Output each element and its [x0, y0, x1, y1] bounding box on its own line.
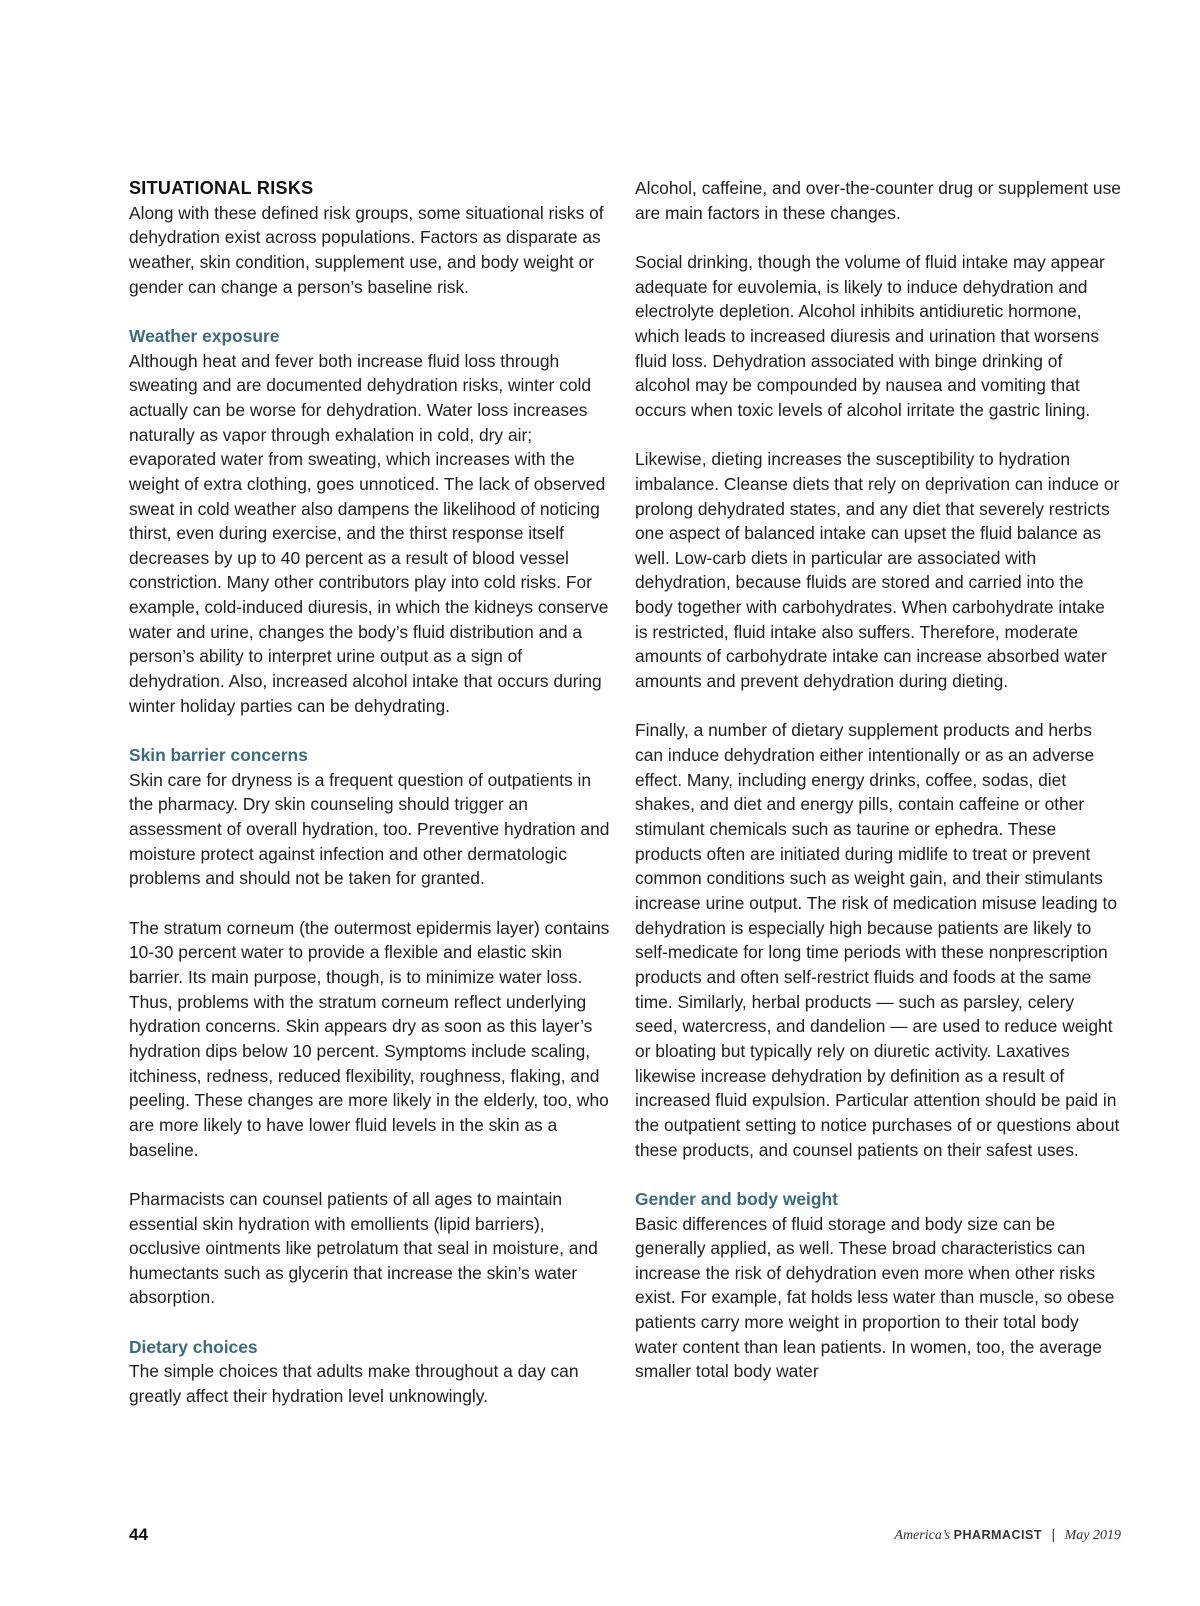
social-drinking-paragraph: Social drinking, though the volume of fluid intake may appear adequate for euvolemia, is likely to induce dehydration and electrolyte depletion. Alcohol inhibits antidiuretic hormone, which leads to increased diuresis and urination that worsens fluid loss. Dehydration associated with binge drinking of alcohol may be compounded by nausea and vomiting that occurs when toxic levels of alcohol irritate the gastric lining. — [635, 251, 1105, 420]
right-column — [635, 176, 1121, 1384]
footer-separator: | — [1051, 1526, 1056, 1542]
left-column — [129, 176, 611, 1409]
subheading-weather-exposure: Weather exposure — [129, 325, 280, 346]
dietary-paragraph: The simple choices that adults make throughout a day can greatly affect their hydration level unknowingly. — [129, 1361, 579, 1407]
section-heading-situational-risks: SITUATIONAL RISKS — [129, 178, 314, 198]
publication-prefix: America’s — [894, 1528, 951, 1543]
right-paragraph-1: Alcohol, caffeine, and over-the-counter drug or supplement use are main factors in these changes. — [635, 178, 1121, 223]
issue-date: May 2019 — [1064, 1528, 1121, 1543]
supplements-paragraph: Finally, a number of dietary supplement products and herbs can induce dehydration either intentionally or as an adverse effect. Many, including energy drinks, coffee, sodas, diet shakes, and diet and energy pills, contain caffeine or other stimulant chemicals such as taurine or ephedra. These products often are initiated during midlife to treat or prevent common conditions such as weight gain, and their stimulants increase urine output. The risk of medication misuse leading to dehydration is especially high because patients are likely to self-medicate for long time periods with these nonprescription products and often self-restrict fluids and foods at the same time. Similarly, herbal products — such as parsley, celery seed, watercress, and dandelion — are used to reduce weight or bloating but typically rely on diuretic activity. Laxatives likewise increase dehydration by definition as a result of increased fluid expulsion. Particular attention should be paid in the outpatient setting to notice purchases of or questions about these products, and counsel patients on their safest uses. — [635, 720, 1120, 1160]
skin-paragraph-2: The stratum corneum (the outermost epidermis layer) contains 10-30 percent water to provide a flexible and elastic skin barrier. Its main purpose, though, is to minimize water loss. Thus, problems with the stratum corneum reflect underlying hydration concerns. Skin appears dry as soon as this layer’s hydration dips below 10 percent. Symptoms include scaling, itchiness, redness, reduced flexibility, roughness, flaking, and peeling. These changes are more likely in the elderly, too, who are more likely to have lower fluid levels in the skin as a baseline. — [129, 917, 610, 1160]
publication-credit — [894, 1526, 1121, 1544]
weather-paragraph: Although heat and fever both increase fluid loss through sweating and are documented dehydration risks, winter cold actually can be worse for dehydration. Water loss increases naturally as vapor through exhalation in cold, dry air; evaporated water from sweating, which increases with the weight of extra clothing, goes unnoticed. The lack of observed sweat in cold weather also dampens the likelihood of noticing thirst, even during exercise, and the thirst response itself decreases by up to 40 percent as a result of blood vessel constriction. Many other contributors play into cold risks. For example, cold-induced diuresis, in which the kidneys conserve water and urine, changes the body’s fluid distribution and a person’s ability to interpret urine output as a sign of dehydration. Also, increased alcohol intake that occurs during winter holiday parties can be dehydrating. — [129, 350, 609, 716]
subheading-dietary-choices: Dietary choices — [129, 1336, 258, 1357]
dieting-paragraph: Likewise, dieting increases the susceptibility to hydration imbalance. Cleanse diets that rely on deprivation can induce or prolong dehydrated states, and any diet that severely restricts one aspect of balanced intake can upset the fluid balance as well. Low-carb diets in particular are associated with dehydration, because fluids are stored and carried into the body together with carbohydrates. When carbohydrate intake is restricted, fluid intake also suffers. Therefore, moderate amounts of carbohydrate intake can increase absorbed water amounts and prevent dehydration during dieting. — [635, 449, 1120, 692]
intro-paragraph: Along with these defined risk groups, some situational risks of dehydration exist across populations. Factors as disparate as weather, skin condition, supplement use, and body weight or gender can change a person’s baseline risk. — [129, 202, 604, 297]
gender-paragraph: Basic differences of fluid storage and body size can be generally applied, as well. These broad characteristics can increase the risk of dehydration even more when other risks exist. For example, fat holds less water than muscle, so obese patients carry more weight in proportion to their total body water content than lean patients. In women, too, the average smaller total body water — [635, 1213, 1115, 1382]
subheading-skin-barrier: Skin barrier concerns — [129, 745, 308, 766]
subheading-gender-body-weight: Gender and body weight — [635, 1188, 838, 1209]
skin-paragraph-1: Skin care for dryness is a frequent question of outpatients in the pharmacy. Dry skin counseling should trigger an assessment of overall hydration, too. Preventive hydration and moisture protect against infection and other dermatologic problems and should not be taken for granted. — [129, 769, 610, 889]
skin-paragraph-3: Pharmacists can counsel patients of all ages to maintain essential skin hydration with emollients (lipid barriers), occlusive ointments like petrolatum that seal in moisture, and humectants such as glycerin that increase the skin’s water absorption. — [129, 1188, 598, 1308]
page-number: 44 — [129, 1525, 148, 1544]
publication-name: PHARMACIST — [953, 1528, 1042, 1542]
page-footer — [129, 1525, 1121, 1549]
